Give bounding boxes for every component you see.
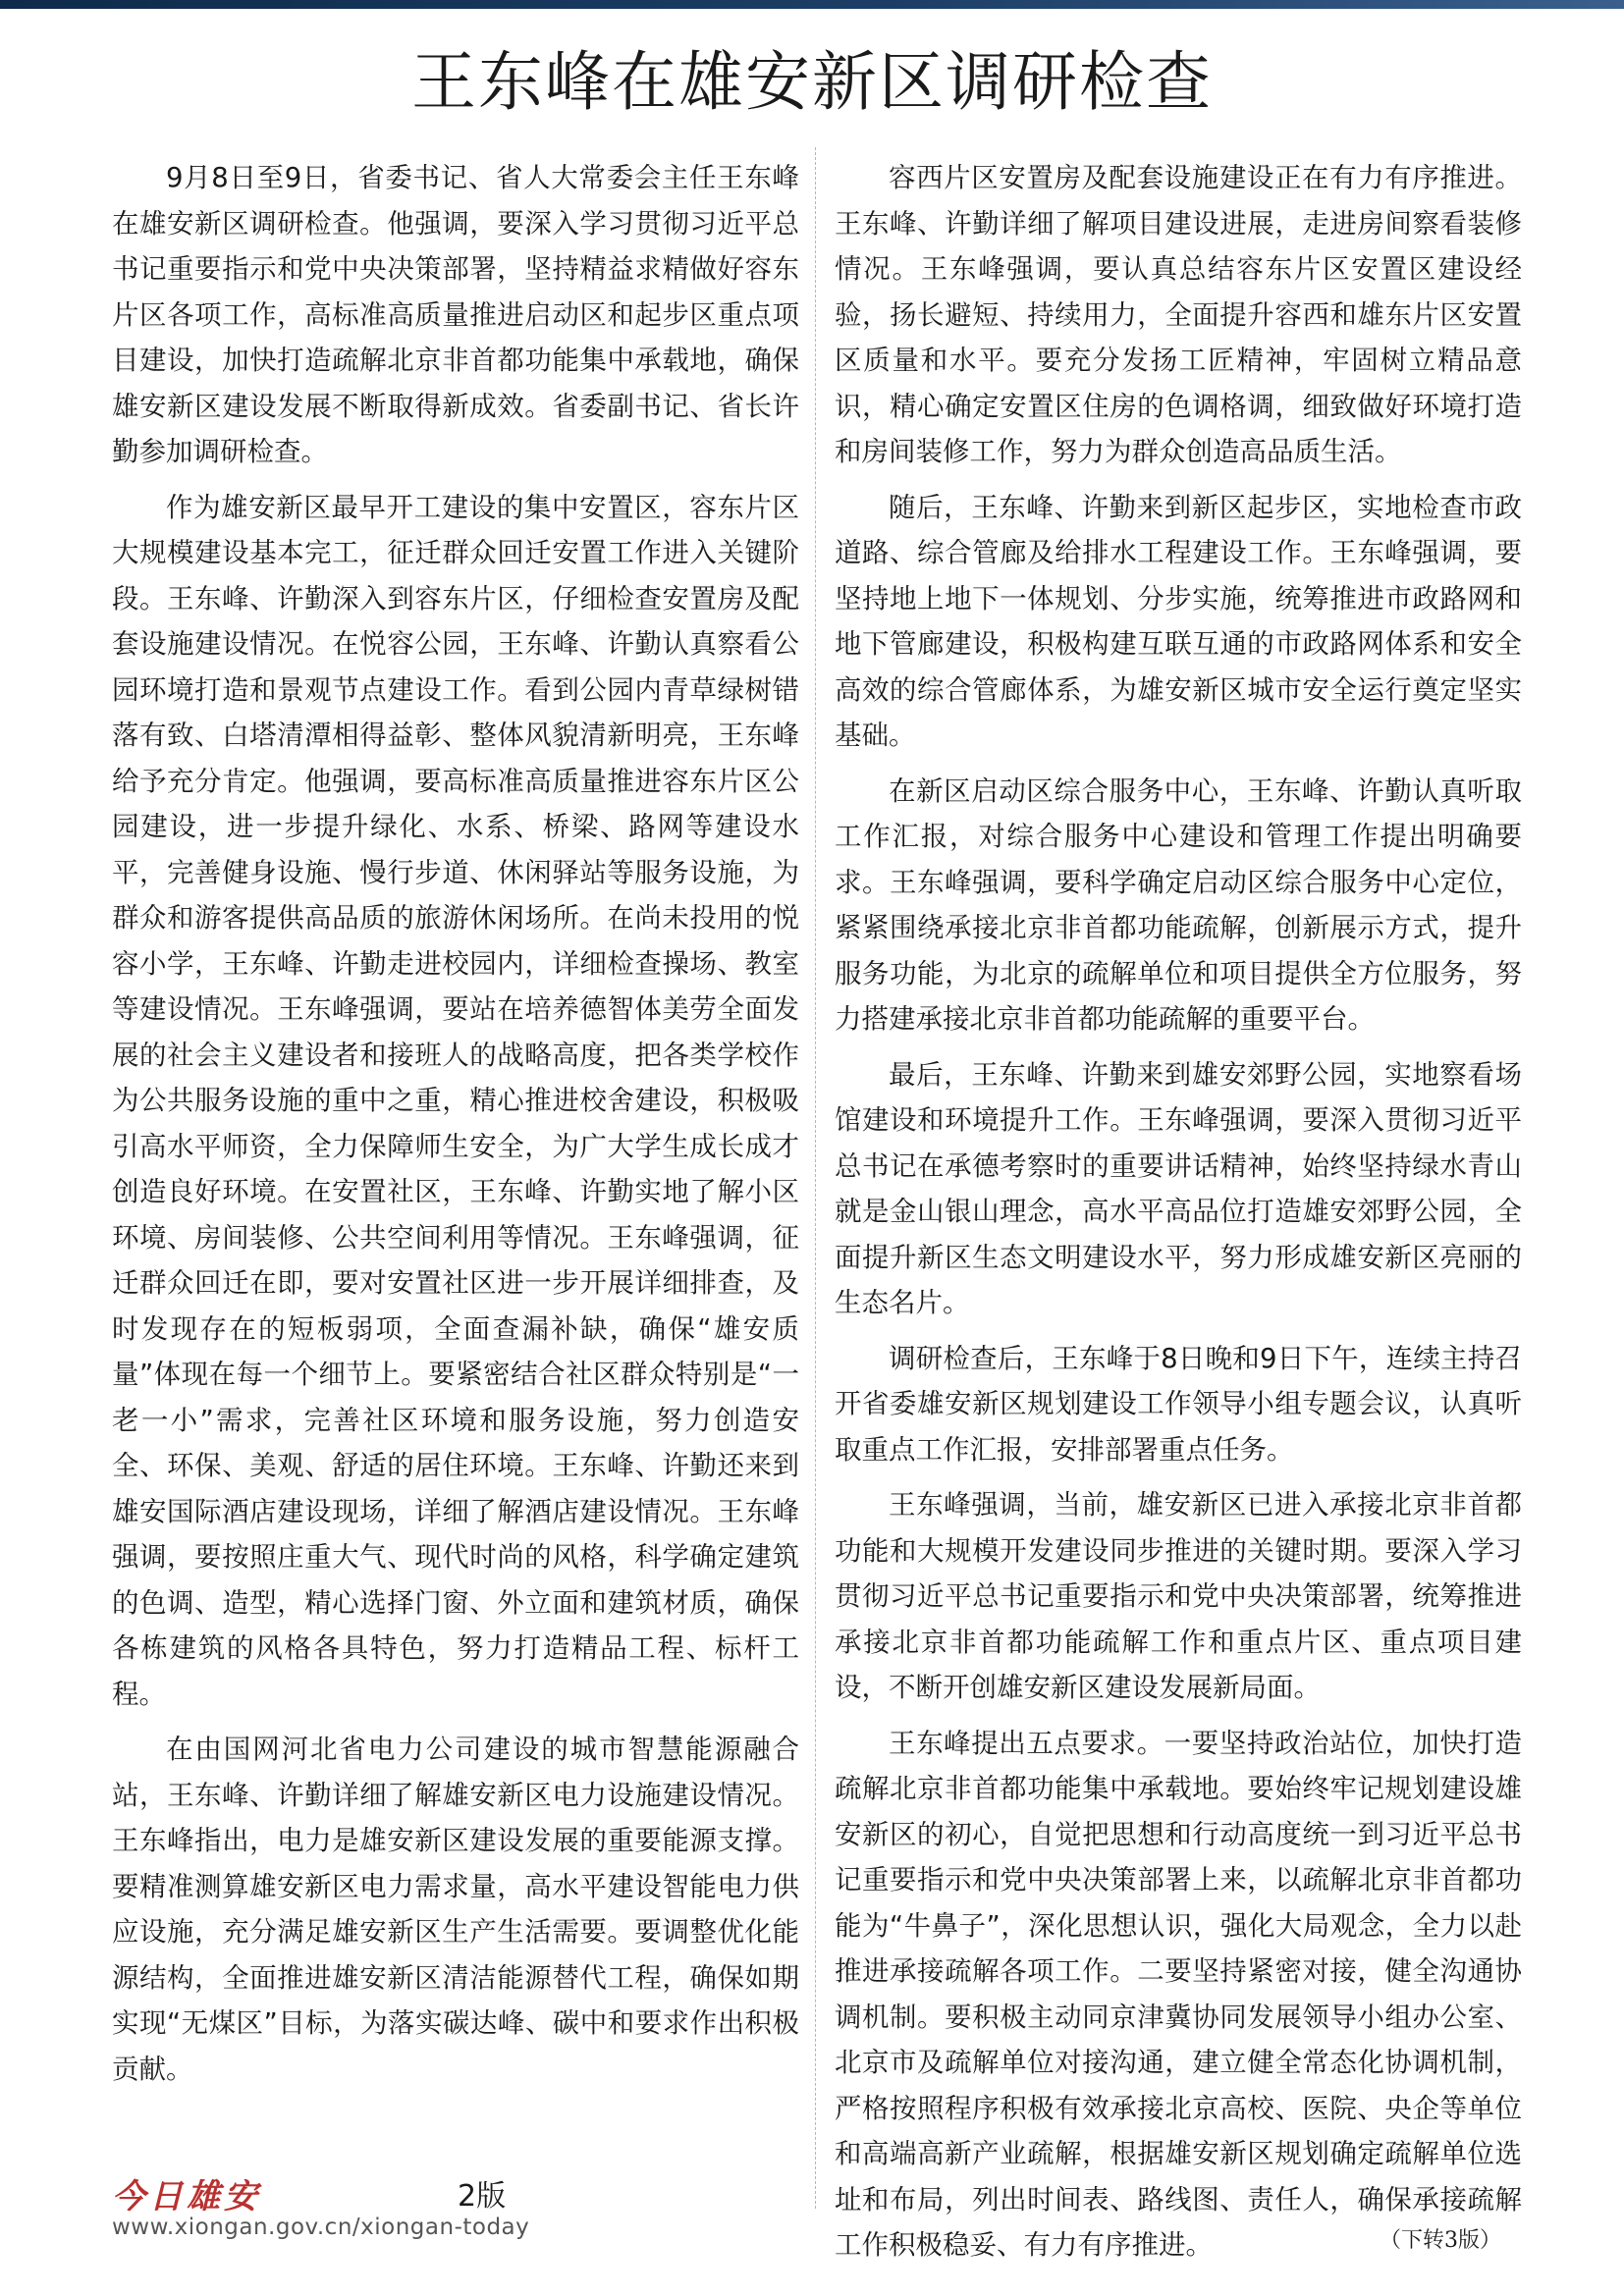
right-column: [835, 155, 1522, 2278]
paragraph: 最后，王东峰、许勤来到雄安郊野公园，实地察看场馆建设和环境提升工作。王东峰强调，要深入贯彻习近平总书记在承德考察时的重要讲话精神，始终坚持绿水青山就是金山银山理念，高水平高品位打造雄安郊野公园，全面提升新区生态文明建设水平，努力形成雄安新区亮丽的生态名片。: [835, 1058, 1522, 1318]
paragraph: 王东峰提出五点要求。一要坚持政治站位，加快打造疏解北京非首都功能集中承载地。要始终牢记规划建设雄安新区的初心，自觉把思想和行动高度统一到习近平总书记重要指示和党中央决策部署上来，以疏解北京非首都功能为“牛鼻子”，深化思想认识，强化大局观念，全力以赴推进承接疏解各项工作。二要坚持紧密对接，健全沟通协调机制。要积极主动同京津冀协同发展领导小组办公室、北京市及疏解单位对接沟通，建立健全常态化协调机制，严格按照程序积极有效承接北京高校、医院、央企等单位和高端高新产业疏解，根据雄安新区规划确定疏解单位选址和布局，列出时间表、路线图、责任人，确保承接疏解工作积极稳妥、有力有序推进。: [835, 1727, 1522, 2261]
website-url: www.xiongan.gov.cn/xiongan-today: [112, 2215, 530, 2240]
article-headline: 王东峰在雄安新区调研检查: [411, 44, 1213, 120]
continued-on-note: （下转3版）: [1380, 2228, 1501, 2253]
column-divider: [815, 147, 816, 2209]
left-column: [112, 155, 799, 2102]
paragraph: 在由国网河北省电力公司建设的城市智慧能源融合站，王东峰、许勤详细了解雄安新区电力设施建设情况。王东峰指出，电力是雄安新区建设发展的重要能源支撑。要精准测算雄安新区电力需求量，高水平建设智能电力供应设施，充分满足雄安新区生产生活需要。要调整优化能源结构，全面推进雄安新区清洁能源替代工程，确保如期实现“无煤区”目标，为落实碳达峰、碳中和要求作出积极贡献。: [112, 1734, 799, 2085]
page-number: 2版: [458, 2179, 507, 2214]
paragraph: 9月8日至9日，省委书记、省人大常委会主任王东峰在雄安新区调研检查。他强调，要深入学习贯彻习近平总书记重要指示和党中央决策部署，坚持精益求精做好容东片区各项工作，高标准高质量推进启动区和起步区重点项目建设，加快打造疏解北京非首都功能集中承载地，确保雄安新区建设发展不断取得新成效。省委副书记、省长许勤参加调研检查。: [112, 162, 799, 467]
paragraph: 随后，王东峰、许勤来到新区起步区，实地检查市政道路、综合管廊及给排水工程建设工作。王东峰强调，要坚持地上地下一体规划、分步实施，统筹推进市政路网和地下管廊建设，积极构建互联互通的市政路网体系和安全高效的综合管廊体系，为雄安新区城市安全运行奠定坚实基础。: [835, 491, 1522, 751]
paragraph: 作为雄安新区最早开工建设的集中安置区，容东片区大规模建设基本完工，征迁群众回迁安置工作进入关键阶段。王东峰、许勤深入到容东片区，仔细检查安置房及配套设施建设情况。在悦容公园，王东峰、许勤认真察看公园环境打造和景观节点建设工作。看到公园内青草绿树错落有致、白塔清潭相得益彰、整体风貌清新明亮，王东峰给予充分肯定。他强调，要高标准高质量推进容东片区公园建设，进一步提升绿化、水系、桥梁、路网等建设水平，完善健身设施、慢行步道、休闲驿站等服务设施，为群众和游客提供高品质的旅游休闲场所。在尚未投用的悦容小学，王东峰、许勤走进校园内，详细检查操场、教室等建设情况。王东峰强调，要站在培养德智体美劳全面发展的社会主义建设者和接班人的战略高度，把各类学校作为公共服务设施的重中之重，精心推进校舍建设，积极吸引高水平师资，全力保障师生安全，为广大学生成长成才创造良好环境。在安置社区，王东峰、许勤实地了解小区环境、房间装修、公共空间利用等情况。王东峰强调，征迁群众回迁在即，要对安置社区进一步开展详细排查，及时发现存在的短板弱项，全面查漏补缺，确保“雄安质量”体现在每一个细节上。要紧密结合社区群众特别是“一老一小”需求，完善社区环境和服务设施，努力创造安全、环保、美观、舒适的居住环境。王东峰、许勤还来到雄安国际酒店建设现场，详细了解酒店建设情况。王东峰强调，要按照庄重大气、现代时尚的风格，科学确定建筑的色调、造型，精心选择门窗、外立面和建筑材质，确保各栋建筑的风格各具特色，努力打造精品工程、标杆工程。: [112, 491, 799, 1710]
top-color-bar: [0, 0, 1624, 9]
paragraph: 容西片区安置房及配套设施建设正在有力有序推进。王东峰、许勤详细了解项目建设进展，走进房间察看装修情况。王东峰强调，要认真总结容东片区安置区建设经验，扬长避短、持续用力，全面提升容西和雄东片区安置区质量和水平。要充分发扬工匠精神，牢固树立精品意识，精心确定安置区住房的色调格调，细致做好环境打造和房间装修工作，努力为群众创造高品质生活。: [835, 162, 1522, 467]
paragraph: 在新区启动区综合服务中心，王东峰、许勤认真听取工作汇报，对综合服务中心建设和管理工作提出明确要求。王东峰强调，要科学确定启动区综合服务中心定位，紧紧围绕承接北京非首都功能疏解，创新展示方式，提升服务功能，为北京的疏解单位和项目提供全方位服务，努力搭建承接北京非首都功能疏解的重要平台。: [835, 774, 1522, 1035]
paragraph: 王东峰强调，当前，雄安新区已进入承接北京非首都功能和大规模开发建设同步推进的关键时期。要深入学习贯彻习近平总书记重要指示和党中央决策部署，统筹推进承接北京非首都功能疏解工作和重点片区、重点项目建设，不断开创雄安新区建设发展新局面。: [835, 1489, 1522, 1703]
publication-logo: 今日雄安: [112, 2177, 261, 2216]
paragraph: 调研检查后，王东峰于8日晚和9日下午，连续主持召开省委雄安新区规划建设工作领导小组专题会议，认真听取重点工作汇报，安排部署重点任务。: [835, 1342, 1522, 1466]
